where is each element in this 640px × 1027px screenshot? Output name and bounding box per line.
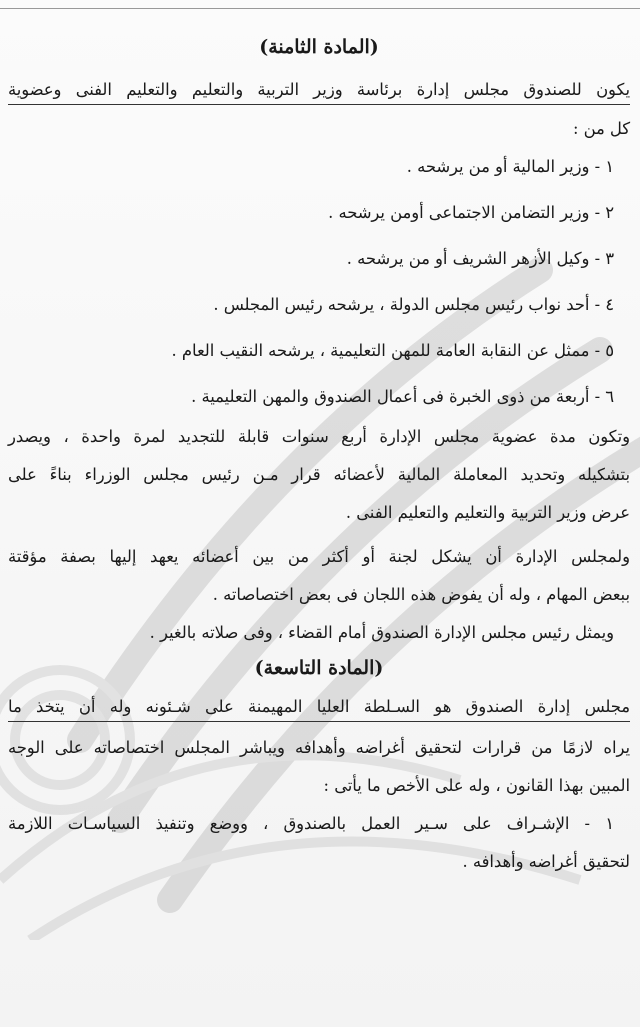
article-8-item-6: ٦ - أربعة من ذوى الخبرة فى أعمال الصندوق والمهن التعليمية . (191, 387, 614, 406)
article-8-para-1-line-1: وتكون مدة عضوية مجلس الإدارة أربع سنوات قابلة للتجديد لمرة واحدة ، ويصدر (8, 427, 630, 447)
article-8-item-3: ٣ - وكيل الأزهر الشريف أو من يرشحه . (346, 249, 614, 268)
article-8-intro-line-2: كل من : (572, 119, 630, 138)
article-9-para-line-2: يراه لازمًا من قرارات لتحقيق أغراضه وأهدافه ويباشر المجلس اختصاصاته على الوجه (8, 738, 630, 758)
article-9-item-1-line-1: ١ - الإشـراف على سـير العمل بالصندوق ، ووضع وتنفيذ السياسـات اللازمة (8, 814, 614, 834)
article-8-item-1: ١ - وزير المالية أو من يرشحه . (406, 157, 614, 176)
document-content (8, 24, 630, 874)
article-8-para-2-line-2: ببعض المهام ، وله أن يفوض هذه اللجان فى بعض اختصاصاته . (212, 585, 630, 605)
article-8-para-3: ويمثل رئيس مجلس الإدارة الصندوق أمام القضاء ، وفى صلاته بالغير . (149, 623, 614, 643)
article-9-item-1-line-2: لتحقيق أغراضه وأهدافه . (462, 852, 630, 872)
article-8-item-4: ٤ - أحد نواب رئيس مجلس الدولة ، يرشحه رئيس المجلس . (213, 295, 614, 314)
article-8-item-2: ٢ - وزير التضامن الاجتماعى أومن يرشحه . (328, 203, 614, 222)
top-border-line (0, 8, 640, 9)
article-9-para-line-1: مجلس إدارة الصندوق هو السـلطة العليا المهيمنة على شـئونه وله أن يتخذ ما (8, 695, 630, 722)
article-9-heading: (المادة التاسعة) (254, 657, 384, 680)
article-8-heading: (المادة الثامنة) (259, 36, 379, 58)
article-9-para-line-3: المبين بهذا القانون ، وله على الأخص ما يأتى : (323, 776, 630, 796)
article-8-para-2-line-1: ولمجلس الإدارة أن يشكل لجنة أو أكثر من بين أعضائه يعهد إليها بصفة مؤقتة (8, 547, 630, 567)
article-8-item-5: ٥ - ممثل عن النقابة العامة للمهن التعليمية ، يرشحه النقيب العام . (171, 341, 614, 360)
article-8-para-1-line-3: عرض وزير التربية والتعليم والتعليم الفنى . (345, 503, 630, 523)
article-8-intro-line-1: يكون للصندوق مجلس إدارة برئاسة وزير التربية والتعليم والتعليم الفنى وعضوية (8, 78, 630, 105)
article-8-para-1-line-2: بتشكيله وتحديد المعاملة المالية لأعضائه قرار مـن رئيس مجلس الوزراء بناءً على (8, 465, 630, 485)
